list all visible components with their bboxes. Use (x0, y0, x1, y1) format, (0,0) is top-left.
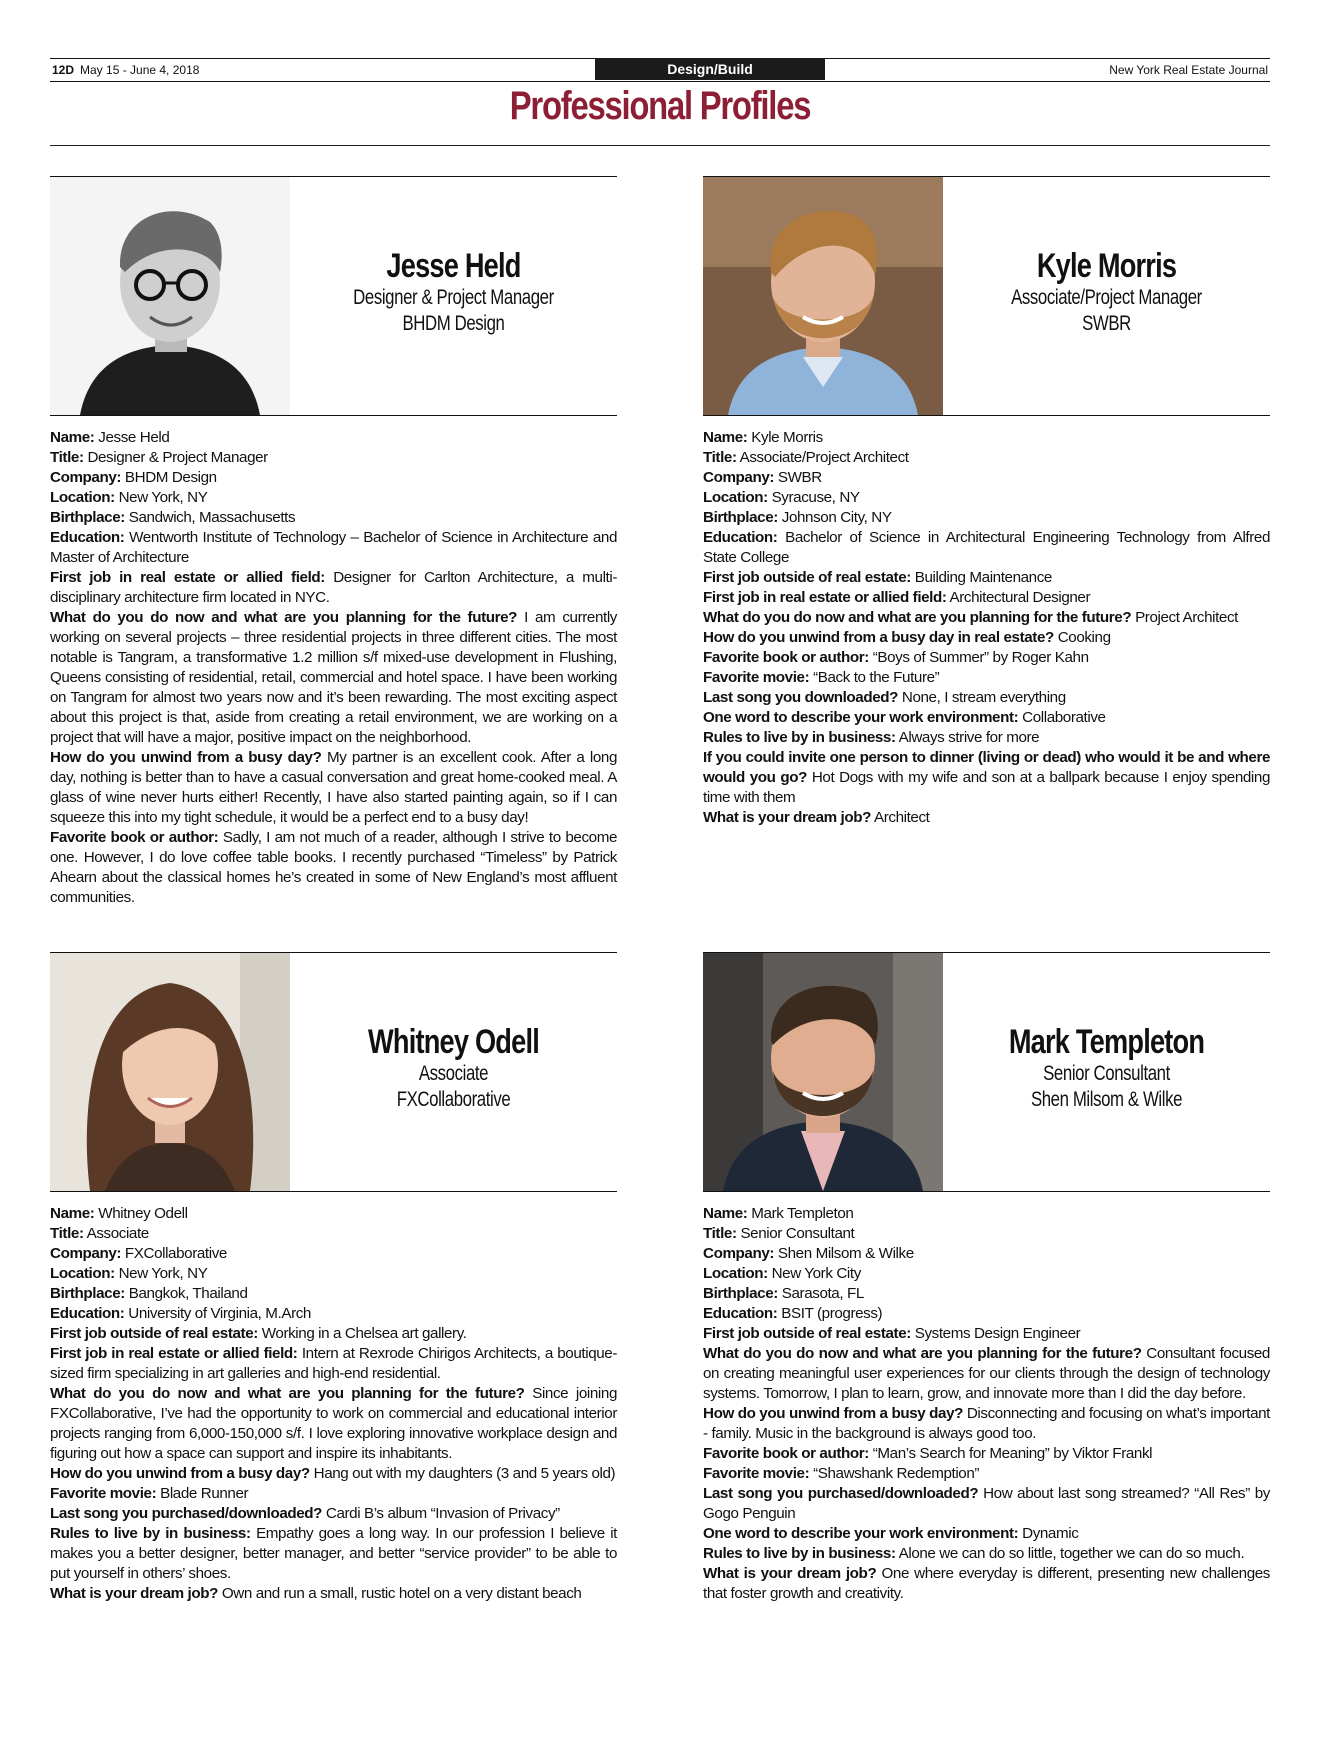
profile-field (50, 448, 617, 468)
profile-field (703, 1224, 1270, 1244)
profile-nameblock (943, 1023, 1270, 1113)
field-value: Kyle Morris (751, 429, 823, 446)
field-label: One word to describe your work environment: (703, 709, 1019, 726)
field-value: Systems Design Engineer (914, 1325, 1081, 1342)
page-number: 12D (52, 63, 75, 77)
portrait-photo (50, 177, 290, 415)
field-label: Favorite book or author: (50, 829, 219, 846)
field-label: How do you unwind from a busy day? (50, 1465, 310, 1482)
profile-field (50, 1324, 617, 1344)
profile-field (50, 1344, 617, 1384)
profile-field (50, 568, 617, 608)
profile-name: Jesse Held (386, 247, 521, 285)
profile-field (703, 588, 1270, 608)
field-value: Alone we can do so little, together we can do so much. (898, 1545, 1245, 1562)
field-value: SWBR (777, 469, 822, 486)
profile-nameblock (290, 247, 617, 337)
profile-field (50, 528, 617, 568)
field-value: “Boys of Summer” by Roger Kahn (872, 649, 1089, 666)
field-label: How do you unwind from a busy day? (50, 749, 322, 766)
profile-field (50, 1284, 617, 1304)
profile-field (703, 1304, 1270, 1324)
field-label: First job in real estate or allied field: (50, 569, 325, 586)
field-value: Jesse Held (98, 429, 170, 446)
field-value: Johnson City, NY (781, 509, 892, 526)
field-value: “Shawshank Redemption” (813, 1465, 980, 1482)
field-value: Associate (86, 1225, 149, 1242)
field-label: Location: (703, 1265, 768, 1282)
field-label: Birthplace: (50, 1285, 125, 1302)
profile-header (50, 952, 617, 1192)
field-label: Favorite movie: (50, 1485, 157, 1502)
field-value: Sandwich, Massachusetts (128, 509, 296, 526)
field-label: What do you do now and what are you planning for the future? (50, 609, 518, 626)
profile-field (50, 1264, 617, 1284)
field-label: Location: (50, 1265, 115, 1282)
profile-field (50, 1244, 617, 1264)
field-label: Name: (50, 429, 95, 446)
field-value: “Back to the Future” (813, 669, 940, 686)
field-label: How do you unwind from a busy day in real estate? (703, 629, 1054, 646)
field-value: My partner is an excellent cook. After a long day, nothing is better than to have a casual conversation and great home-cooked meal. A glass of wine never hurts either! Recently, I have also started painting again, so if I can squeeze this into my tight schedule, it would be a perfect end to a busy day! (50, 749, 617, 826)
field-value: Sadly, I am not much of a reader, although I strive to become one. However, I do love coffee table books. I recently purchased “Timeless” by Patrick Ahearn about the classical homes he’s created in some of New England’s most affluent communities. (50, 829, 617, 906)
profile-field (703, 568, 1270, 588)
profile-nameblock (290, 1023, 617, 1113)
field-label: Favorite movie: (703, 1465, 810, 1482)
field-label: Title: (50, 449, 84, 466)
field-label: Company: (50, 469, 122, 486)
page-title: Professional Profiles (509, 84, 811, 128)
profile-title: Associate (418, 1062, 489, 1085)
field-value: Consultant focused on creating meaningful user experiences for our clients through the design of technology systems. Tomorrow, I plan to learn, grow, and innovate more than I did the day before. (703, 1345, 1270, 1402)
profile-field (703, 1524, 1270, 1544)
field-value: Hang out with my daughters (3 and 5 years old) (313, 1465, 616, 1482)
field-label: What is your dream job? (703, 1565, 877, 1582)
field-value: Bangkok, Thailand (128, 1285, 248, 1302)
profile-name: Mark Templeton (1008, 1023, 1205, 1061)
field-label: First job outside of real estate: (703, 569, 911, 586)
field-label: What do you do now and what are you planning for the future? (703, 1345, 1142, 1362)
profile-field (703, 708, 1270, 728)
field-value: How about last song streamed? “All Res” by Gogo Penguin (703, 1485, 1270, 1522)
field-value: Senior Consultant (740, 1225, 855, 1242)
field-value: BSIT (progress) (781, 1305, 883, 1322)
field-label: Birthplace: (703, 1285, 778, 1302)
field-value: Building Maintenance (914, 569, 1052, 586)
profile-field (703, 668, 1270, 688)
field-label: Name: (703, 429, 748, 446)
profile-field (703, 1284, 1270, 1304)
profile-field (703, 1544, 1270, 1564)
field-label: Education: (703, 529, 778, 546)
profile-field (50, 1484, 617, 1504)
masthead (50, 58, 1270, 82)
field-value: “Man’s Search for Meaning” by Viktor Frankl (872, 1445, 1153, 1462)
title-rule (50, 145, 1270, 146)
field-value: Collaborative (1022, 709, 1106, 726)
profile-field (703, 1264, 1270, 1284)
profile-field (50, 468, 617, 488)
field-value: Disconnecting and focusing on what’s important - family. Music in the background is always good too. (703, 1405, 1270, 1442)
profile-field (703, 1204, 1270, 1224)
field-label: One word to describe your work environment: (703, 1525, 1019, 1542)
field-value: Syracuse, NY (771, 489, 860, 506)
field-value: New York, NY (118, 1265, 208, 1282)
field-label: Rules to live by in business: (703, 1545, 896, 1562)
field-value: I am currently working on several projects – three residential projects in three different cities. The most notable is Tangram, a transformative 1.2 million s/f mixed-use development in Flushing, Queens consisting of residential, retail, commercial and hotel space. I have been working on Tangram for almost two years now and it’s been rewarding. The most exciting aspect about this project is that, aside from creating a retail environment, we are working on a project that will have a major, positive impact on the neighborhood. (50, 609, 617, 746)
profile-field (50, 1504, 617, 1524)
field-value: Empathy goes a long way. In our profession I believe it makes you a better designer, better manager, and better “service provider” to be able to put yourself in others’ shoes. (50, 1525, 617, 1582)
field-value: Whitney Odell (98, 1205, 188, 1222)
profile-title: Associate/Project Manager (1011, 286, 1202, 309)
profile-name: Whitney Odell (368, 1023, 539, 1061)
profile-field (703, 488, 1270, 508)
profile-field (703, 1464, 1270, 1484)
profile-body (703, 1204, 1270, 1604)
profile-field (703, 528, 1270, 568)
field-label: Title: (50, 1225, 84, 1242)
field-label: Birthplace: (50, 509, 125, 526)
field-label: If you could invite one person to dinner (living or dead) who would it be and where would you go? (703, 749, 1270, 786)
publication-name: New York Real Estate Journal (1109, 63, 1268, 77)
field-label: Last song you purchased/downloaded? (703, 1485, 979, 1502)
profile-title: Senior Consultant (1043, 1062, 1170, 1085)
profile-field (703, 748, 1270, 808)
profile-field (50, 1524, 617, 1584)
field-value: None, I stream everything (901, 689, 1066, 706)
profile-card-4 (703, 952, 1270, 1604)
profile-field (50, 1204, 617, 1224)
profile-field (703, 468, 1270, 488)
field-value: Dynamic (1022, 1525, 1079, 1542)
field-value: Architectural Designer (949, 589, 1091, 606)
profile-field (703, 508, 1270, 528)
profile-field (703, 648, 1270, 668)
profile-field (703, 1244, 1270, 1264)
field-label: Favorite book or author: (703, 1445, 869, 1462)
field-value: Working in a Chelsea art gallery. (261, 1325, 467, 1342)
field-value: New York City (771, 1265, 861, 1282)
field-value: Hot Dogs with my wife and son at a ballpark because I enjoy spending time with them (703, 769, 1270, 806)
field-label: Name: (703, 1205, 748, 1222)
field-value: Sarasota, FL (781, 1285, 864, 1302)
field-value: Cardi B’s album “Invasion of Privacy” (325, 1505, 560, 1522)
profile-field (703, 1444, 1270, 1464)
field-value: Cooking (1057, 629, 1111, 646)
portrait-photo (703, 177, 943, 415)
profile-nameblock (943, 247, 1270, 337)
field-value: University of Virginia, M.Arch (128, 1305, 311, 1322)
issue-date: May 15 - June 4, 2018 (80, 63, 200, 77)
field-label: Last song you purchased/downloaded? (50, 1505, 323, 1522)
profile-card-2 (703, 176, 1270, 828)
field-label: Rules to live by in business: (703, 729, 896, 746)
field-label: First job in real estate or allied field: (50, 1345, 298, 1362)
field-label: Company: (703, 1245, 775, 1262)
field-value: New York, NY (118, 489, 208, 506)
field-value: Architect (874, 809, 930, 826)
field-value: Bachelor of Science in Architectural Engineering Technology from Alfred State College (703, 529, 1270, 566)
profile-field (50, 748, 617, 828)
profile-header (50, 176, 617, 416)
masthead-left (52, 60, 199, 80)
profile-body (50, 428, 617, 908)
profile-body (50, 1204, 617, 1604)
profile-field (50, 1304, 617, 1324)
field-value: Designer & Project Manager (87, 449, 268, 466)
profile-field (50, 608, 617, 748)
field-label: Name: (50, 1205, 95, 1222)
field-label: Favorite movie: (703, 669, 810, 686)
profile-field (50, 1384, 617, 1464)
profile-field (50, 428, 617, 448)
profile-field (703, 1484, 1270, 1524)
field-label: What is your dream job? (703, 809, 872, 826)
profile-field (703, 1564, 1270, 1604)
profile-field (703, 1404, 1270, 1444)
field-value: Blade Runner (160, 1485, 249, 1502)
profile-field (703, 1324, 1270, 1344)
profile-company: FXCollaborative (396, 1088, 511, 1111)
field-value: Designer for Carlton Architecture, a multi-disciplinary architecture firm located in NYC. (50, 569, 617, 606)
field-label: First job in real estate or allied field: (703, 589, 947, 606)
field-label: Location: (703, 489, 768, 506)
profile-field (50, 828, 617, 908)
profile-field (703, 808, 1270, 828)
field-value: Intern at Rexrode Chirigos Architects, a boutique-sized firm specializing in art galleries and high-end residential. (50, 1345, 617, 1382)
field-label: Title: (703, 449, 737, 466)
field-value: Wentworth Institute of Technology – Bachelor of Science in Architecture and Master of Architecture (50, 529, 617, 566)
field-label: Title: (703, 1225, 737, 1242)
profile-title: Designer & Project Manager (353, 286, 554, 309)
profile-field (50, 508, 617, 528)
field-value: Own and run a small, rustic hotel on a very distant beach (221, 1585, 582, 1602)
profile-field (703, 628, 1270, 648)
profile-company: SWBR (1082, 312, 1131, 335)
field-value: Mark Templeton (751, 1205, 854, 1222)
portrait-photo (703, 953, 943, 1191)
field-label: Favorite book or author: (703, 649, 869, 666)
field-label: Company: (50, 1245, 122, 1262)
field-value: Always strive for more (898, 729, 1040, 746)
field-label: What do you do now and what are you planning for the future? (50, 1385, 525, 1402)
field-label: Company: (703, 469, 775, 486)
field-value: FXCollaborative (124, 1245, 227, 1262)
profile-body (703, 428, 1270, 828)
field-label: What do you do now and what are you planning for the future? (703, 609, 1132, 626)
profile-company: BHDM Design (402, 312, 505, 335)
field-label: Last song you downloaded? (703, 689, 899, 706)
profile-company: Shen Milsom & Wilke (1030, 1088, 1183, 1111)
field-label: Education: (50, 1305, 125, 1322)
profile-header (703, 176, 1270, 416)
profile-field (50, 1584, 617, 1604)
field-label: Education: (50, 529, 125, 546)
profile-field (50, 1224, 617, 1244)
profile-field (703, 728, 1270, 748)
field-label: Education: (703, 1305, 778, 1322)
field-value: One where everyday is different, presenting new challenges that foster growth and creativity. (703, 1565, 1270, 1602)
profile-name: Kyle Morris (1036, 247, 1177, 285)
portrait-photo (50, 953, 290, 1191)
field-label: What is your dream job? (50, 1585, 219, 1602)
field-label: Rules to live by in business: (50, 1525, 251, 1542)
field-value: Since joining FXCollaborative, I’ve had the opportunity to work on commercial and educational interior projects ranging from 6,000-150,000 s/f. I love exploring innovative workplace design and figuring out how a space can support and inspire its inhabitants. (50, 1385, 617, 1462)
field-value: Shen Milsom & Wilke (777, 1245, 914, 1262)
profile-field (703, 428, 1270, 448)
field-label: How do you unwind from a busy day? (703, 1405, 963, 1422)
profile-field (703, 1344, 1270, 1404)
profile-field (703, 608, 1270, 628)
profile-field (50, 488, 617, 508)
field-label: First job outside of real estate: (50, 1325, 258, 1342)
profile-header (703, 952, 1270, 1192)
section-label: Design/Build (595, 58, 825, 80)
field-label: Birthplace: (703, 509, 778, 526)
profile-field (50, 1464, 617, 1484)
field-label: Location: (50, 489, 115, 506)
profile-field (703, 448, 1270, 468)
profile-card-3 (50, 952, 617, 1604)
field-value: Associate/Project Architect (739, 449, 909, 466)
field-value: Project Architect (1135, 609, 1238, 626)
profile-field (703, 688, 1270, 708)
field-value: BHDM Design (124, 469, 217, 486)
profile-card-1 (50, 176, 617, 908)
field-label: First job outside of real estate: (703, 1325, 911, 1342)
